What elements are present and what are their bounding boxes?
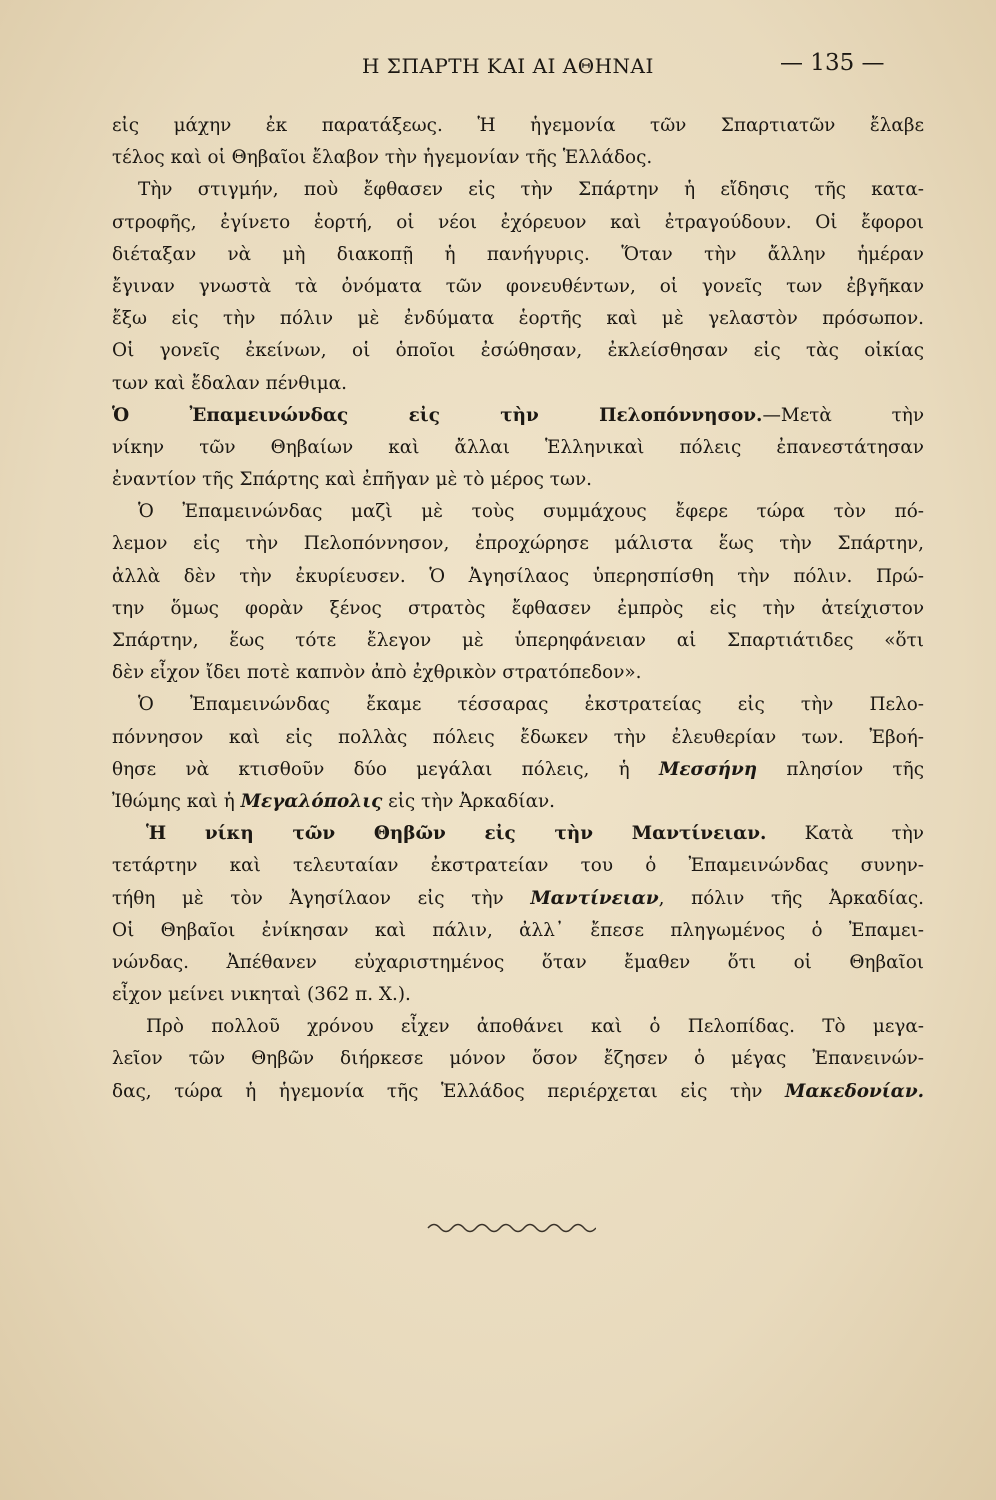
text-line: Ὁ Ἐπαμεινώνδας εἰς τὴν Πελοπόννησον.—Μετὰ τὴν xyxy=(112,404,924,426)
body-text xyxy=(112,110,924,1108)
place-name: Μεσσήνη xyxy=(658,758,758,780)
text-line: τέλος καὶ οἱ Θηβαῖοι ἔλαβον τὴν ἡγεμονίαν τῆς Ἑλλάδος. xyxy=(112,147,653,169)
text-line: εἰς μάχην ἐκ παρατάξεως. Ἡ ἡγεμονία τῶν Σπαρτιατῶν ἔλαβε xyxy=(112,115,924,136)
text-line: την ὅμως φορὰν ξένος στρατὸς ἔφθασεν ἐμπρὸς εἰς τὴν ἀτείχιστον xyxy=(112,597,924,619)
text-line: Ἡ νίκη τῶν Θηβῶν εἰς τὴν Μαντίνειαν. Κατὰ τὴν xyxy=(146,823,924,845)
text-line: Σπάρτην, ἕως τότε ἔλεγον μὲ ὑπερηφάνειαν αἱ Σπαρτιάτιδες «ὅτι xyxy=(112,630,924,651)
text-line: νίκην τῶν Θηβαίων καὶ ἄλλαι Ἑλληνικαὶ πόλεις ἐπανεστάτησαν xyxy=(112,436,924,458)
page-header xyxy=(0,40,996,80)
text-line: νώνδας. Ἀπέθανεν εὐχαριστημένος ὅταν ἔμαθεν ὅτι οἱ Θηβαῖοι xyxy=(112,951,924,973)
place-name: Μακεδονίαν. xyxy=(785,1080,924,1102)
text-line: ἔξω εἰς τὴν πόλιν μὲ ἐνδύματα ἑορτῆς καὶ μὲ γελαστὸν πρόσωπον. xyxy=(112,308,924,330)
place-name: Μεγαλόπολις xyxy=(240,790,383,812)
page-number: — 135 — xyxy=(780,50,885,76)
wavy-rule-icon xyxy=(426,1218,596,1238)
text-line: Ὁ Ἐπαμεινώνδας μαζὶ μὲ τοὺς συμμάχους ἔφερε τώρα τὸν πό- xyxy=(138,501,924,523)
text-line: των καὶ ἔδαλαν πένθιμα. xyxy=(112,372,347,394)
text-line: δὲν εἶχον ἴδει ποτὲ καπνὸν ἀπὸ ἐχθρικὸν στρατόπεδον». xyxy=(112,662,642,684)
text-line: Τὴν στιγμήν, ποὺ ἔφθασεν εἰς τὴν Σπάρτην ἡ εἴδησις τῆς κατα- xyxy=(138,179,924,201)
text-line: στροφῆς, ἐγίνετο ἑορτή, οἱ νέοι ἐχόρευον καὶ ἐτραγούδουν. Οἱ ἔφοροι xyxy=(112,211,924,233)
text-line: δας, τώρα ἡ ἡγεμονία τῆς Ἑλλάδος περιέρχεται εἰς τὴν Μακεδονίαν. xyxy=(112,1080,924,1102)
section-heading: Ἡ νίκη τῶν Θηβῶν εἰς τὴν Μαντίνειαν. xyxy=(146,823,767,845)
text-line: πόννησον καὶ εἰς πολλὰς πόλεις ἔδωκεν τὴν ἐλευθερίαν των. Ἐβοή- xyxy=(112,726,924,748)
text-line: λεμον εἰς τὴν Πελοπόννησον, ἐπροχώρησε μάλιστα ἕως τὴν Σπάρτην, xyxy=(112,533,924,555)
text-line: διέταξαν νὰ μὴ διακοπῇ ἡ πανήγυρις. Ὅταν τὴν ἄλλην ἡμέραν xyxy=(112,243,924,265)
text-line: ἐναντίον τῆς Σπάρτης καὶ ἐπῆγαν μὲ τὸ μέρος των. xyxy=(112,469,592,491)
text-line: Οἱ Θηβαῖοι ἐνίκησαν καὶ πάλιν, ἀλλ᾽ ἔπεσε πληγωμένος ὁ Ἐπαμει- xyxy=(112,919,924,941)
section-heading: Ὁ Ἐπαμεινώνδας εἰς τὴν Πελοπόννησον. xyxy=(112,404,763,426)
text-line: εἶχον μείνει νικηταὶ (362 π. Χ.). xyxy=(112,984,411,1006)
running-title: Η ΣΠΑΡΤΗ ΚΑΙ ΑΙ ΑΘΗΝΑΙ xyxy=(362,54,654,78)
place-name: Μαντίνειαν xyxy=(530,887,659,909)
text-line: Πρὸ πολλοῦ χρόνου εἶχεν ἀποθάνει καὶ ὁ Πελοπίδας. Τὸ μεγα- xyxy=(146,1016,924,1038)
text-line: ἔγιναν γνωστὰ τὰ ὀνόματα τῶν φονευθέντων, οἱ γονεῖς των ἐβγῆκαν xyxy=(112,275,924,297)
text-line: Ὁ Ἐπαμεινώνδας ἔκαμε τέσσαρας ἐκστρατείας εἰς τὴν Πελο- xyxy=(138,694,924,716)
text-line: Ἰθώμης καὶ ἡ Μεγαλόπολις εἰς τὴν Ἀρκαδίαν. xyxy=(112,790,556,812)
text-line: Οἱ γονεῖς ἐκείνων, οἱ ὁποῖοι ἐσώθησαν, ἐκλείσθησαν εἰς τὰς οἰκίας xyxy=(112,340,924,362)
text-line: τήθη μὲ τὸν Ἀγησίλαον εἰς τὴν Μαντίνειαν, πόλιν τῆς Ἀρκαδίας. xyxy=(112,887,924,909)
text-line: λεῖον τῶν Θηβῶν διήρκεσε μόνον ὅσον ἔζησεν ὁ μέγας Ἐπανεινών- xyxy=(112,1048,924,1070)
text-line: θησε νὰ κτισθοῦν δύο μεγάλαι πόλεις, ἡ Μεσσήνη πλησίον τῆς xyxy=(112,758,924,780)
text-line: τετάρτην καὶ τελευταίαν ἐκστρατείαν του ὁ Ἐπαμεινώνδας συνην- xyxy=(112,855,924,877)
text-line: ἀλλὰ δὲν τὴν ἐκυρίευσεν. Ὁ Ἀγησίλαος ὑπερησπίσθη τὴν πόλιν. Πρώ- xyxy=(112,565,924,587)
